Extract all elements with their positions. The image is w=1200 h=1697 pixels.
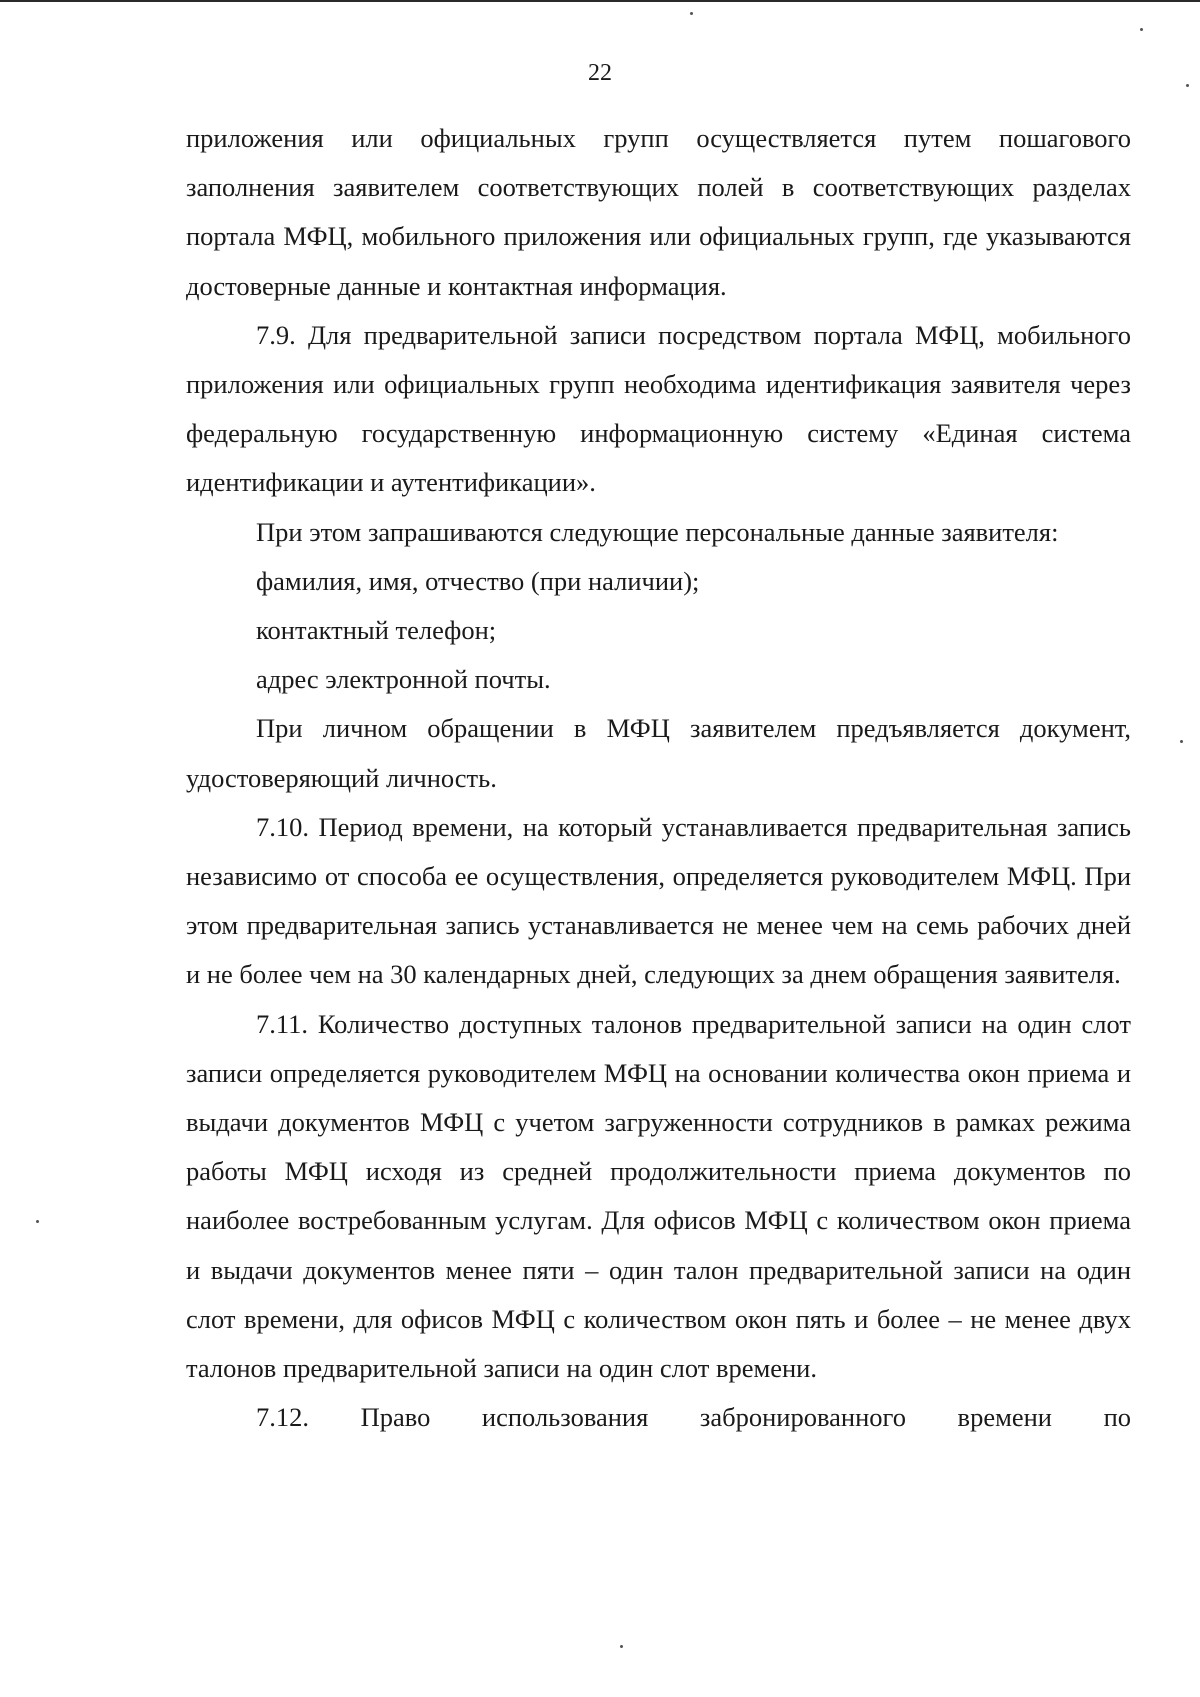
paragraph-personal-visit: При личном обращении в МФЦ заявителем предъявляется документ, удостоверяющий личность. [186,713,1131,793]
list-item-email: адрес электронной почты. [256,664,551,695]
paragraph-7-9: 7.9. Для предварительной записи посредством портала МФЦ, мобильного приложения или официальных групп необходима идентификация заявителя через федеральную государственную информационную систему «Единая система идентификации и аутентификации». [186,319,1131,498]
scan-speck [690,12,693,15]
scan-speck [1140,28,1143,31]
paragraph-7-11: 7.11. Количество доступных талонов предварительной записи на один слот записи определяется руководителем МФЦ на основании количества окон приема и выдачи документов МФЦ с учетом загруженности сотрудников в рамках режима работы МФЦ исходя из средней продолжительности приема документов по наиболее востребованным услугам. Для офисов МФЦ с количеством окон приема и выдачи документов менее пяти – один талон предварительной записи на один слот времени, для офисов МФЦ с количеством окон пять и более – не менее двух талонов предварительной записи на один слот времени. [186,1008,1131,1384]
scan-speck [620,1645,623,1648]
list-item-phone: контактный телефон; [256,615,497,646]
paragraph-7-12: 7.12. Право использования забронированного времени по [256,1402,1131,1433]
paragraph-continuation: приложения или официальных групп осуществляется путем пошагового заполнения заявителем соответствующих полей в соответствующих разделах портала МФЦ, мобильного приложения или официальных групп, где указываются достоверные данные и контактная информация. [186,123,1131,301]
page-number: 22 [588,60,612,86]
list-item-full-name: фамилия, имя, отчество (при наличии); [256,565,700,596]
document-body [186,114,1131,1442]
scan-speck [1180,740,1183,743]
scan-speck [36,1220,39,1223]
paragraph-7-10: 7.10. Период времени, на который устанавливается предварительная запись независимо от способа ее осуществления, определяется руководителем МФЦ. При этом предварительная запись устанавливается не менее чем на семь рабочих дней и не более чем на 30 календарных дней, следующих за днем обращения заявителя. [186,811,1131,990]
scan-top-edge [0,0,1200,2]
paragraph-personal-data-intro: При этом запрашиваются следующие персональные данные заявителя: [256,516,1059,547]
scan-speck [1186,84,1189,87]
